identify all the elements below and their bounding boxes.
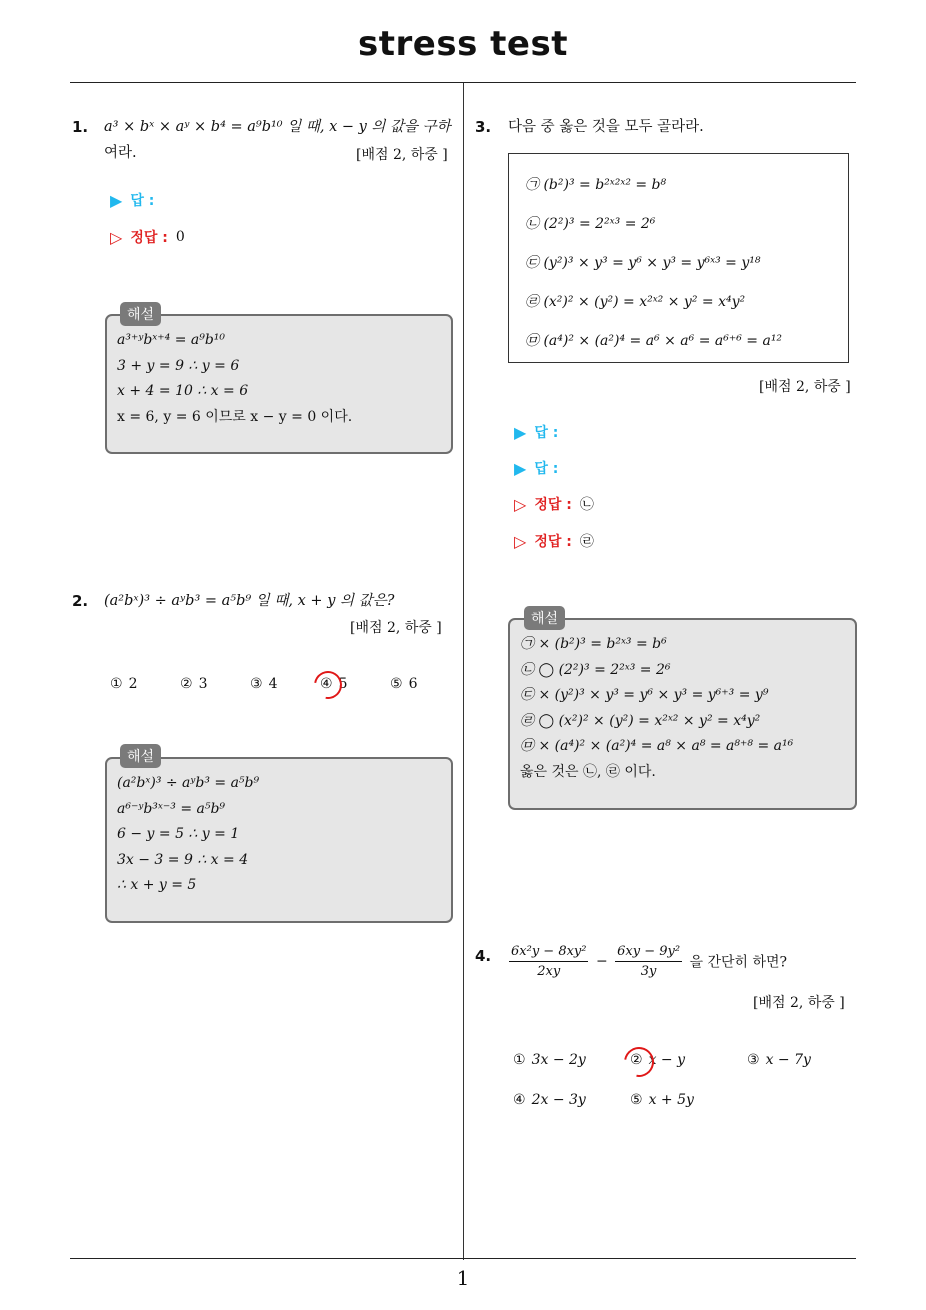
choice-value: 3 [198,676,208,692]
q1-answer-label: 답 : [130,193,155,209]
q3-correct-label: 정답 : [534,534,572,550]
q4-fraction-1 [509,944,588,979]
choice-value: 3x − 2y [531,1052,586,1068]
q4-text: 을 간단히 하면? [689,954,788,971]
q2-solution-box [105,757,453,923]
choice-mark: ② [180,676,193,692]
q2-solution-line: a⁶⁻ʸb³ˣ⁻³ = a⁵b⁹ [117,800,226,817]
q2-solution-line: (a²bˣ)³ ÷ aʸb³ = a⁵b⁹ [117,775,260,791]
play-filled-icon: ▶ [514,458,527,478]
q3-solution-line: ㉡ ◯ (2²)³ = 2²ˣ³ = 2⁶ [520,661,671,678]
q3-solution-box [508,618,857,810]
q1-correct-row [110,227,185,247]
q4-number: 4. [475,947,492,965]
q1-solution-tag: 해설 [120,302,161,326]
q1-solution-box [105,314,453,454]
q2-score: [배점 2, 하중 ] [350,620,442,636]
q4-fraction-2 [615,944,682,979]
q4-choice-1[interactable] [513,1052,586,1068]
q4-choice-5[interactable] [630,1092,694,1108]
q1-solution-line: x + 4 = 10 ∴ x = 6 [117,383,249,399]
selected-circle-icon [309,666,348,705]
q3-correct-value: ㉣ [579,534,594,550]
q1-solution-line: 3 + y = 9 ∴ y = 6 [117,357,240,374]
page-title: stress test [358,24,568,64]
q3-item: ㉢ (y²)³ × y³ = y⁶ × y³ = y⁶ˣ³ = y¹⁸ [525,255,761,271]
q1-answer-row [110,190,154,210]
q4-minus: − [595,953,608,970]
q3-correct-value: ㉡ [579,497,594,513]
play-filled-icon: ▶ [514,422,527,442]
q1-text-line1: a³ × bˣ × aʸ × b⁴ = a⁹b¹⁰ 일 때, x − y 의 값을 구하 [104,119,451,135]
q2-choice-2[interactable] [180,676,207,692]
q3-solution-line: 옳은 것은 ㉡, ㉣ 이다. [520,763,656,780]
footer-rule [70,1258,856,1259]
q3-items-box [508,153,849,363]
column-divider [463,83,464,1260]
q4-frac1-denominator: 2xy [537,964,561,979]
q3-solution-line: ㉤ × (a⁴)² × (a²)⁴ = a⁸ × a⁸ = a⁸⁺⁸ = a¹⁶ [520,738,794,754]
q2-number: 2. [72,592,89,610]
q3-answer-label: 답 : [534,461,559,477]
q2-text: (a²bˣ)³ ÷ aʸb³ = a⁵b⁹ 일 때, x + y 의 값은? [104,593,395,609]
q3-score: [배점 2, 하중 ] [759,379,851,395]
q1-solution-line: x = 6, y = 6 이므로 x − y = 0 이다. [117,408,353,425]
q4-choice-4[interactable] [513,1092,586,1108]
choice-value: 4 [268,676,278,692]
q4-choice-3[interactable] [747,1052,811,1068]
q2-solution-tag: 해설 [120,744,161,768]
q4-expression [506,944,787,979]
q1-correct-label: 정답 : [130,230,168,246]
q3-correct-row [514,494,594,514]
play-outline-icon: ▷ [514,531,527,551]
q4-score: [배점 2, 하중 ] [753,995,845,1011]
choice-value: 5 [338,676,348,692]
choice-mark: ⑤ [630,1092,643,1108]
q2-solution-line: ∴ x + y = 5 [117,877,197,893]
q2-choice-3[interactable] [250,676,277,692]
q1-number: 1. [72,118,89,136]
choice-mark: ⑤ [390,676,403,692]
selected-circle-icon [618,1041,660,1083]
choice-value: x + 5y [648,1092,694,1108]
q3-correct-label: 정답 : [534,497,572,513]
q1-text-line2: 여라. [104,145,137,161]
choice-value: 6 [408,676,418,692]
q4-frac2-denominator: 3y [640,964,657,979]
q3-answer-label: 답 : [534,425,559,441]
play-outline-icon: ▷ [110,227,123,247]
choice-mark: ① [513,1052,526,1068]
choice-mark: ② [630,1052,643,1068]
q3-text: 다음 중 옳은 것을 모두 골라라. [508,119,704,135]
q3-item: ㉤ (a⁴)² × (a²)⁴ = a⁶ × a⁶ = a⁶⁺⁶ = a¹² [525,333,783,349]
choice-mark: ③ [747,1052,760,1068]
choice-mark: ④ [320,676,333,692]
play-outline-icon: ▷ [514,494,527,514]
q3-item: ㉡ (2²)³ = 2²ˣ³ = 2⁶ [525,216,656,232]
choice-value: x − 7y [765,1052,811,1068]
q4-frac2-numerator: 6xy − 9y² [615,944,682,962]
play-filled-icon: ▶ [110,190,123,210]
q3-correct-row [514,531,594,551]
choice-mark: ① [110,676,123,692]
q4-frac1-numerator: 6x²y − 8xy² [509,944,588,962]
q3-number: 3. [475,118,492,136]
choice-mark: ③ [250,676,263,692]
q2-solution-line: 3x − 3 = 9 ∴ x = 4 [117,851,249,868]
choice-value: 2x − 3y [531,1092,586,1108]
q3-item: ㉣ (x²)² × (y²) = x²ˣ² × y² = x⁴y² [525,294,746,310]
choice-mark: ④ [513,1092,526,1108]
page-number: 1 [456,1266,470,1290]
q3-solution-line: ㉣ ◯ (x²)² × (y²) = x²ˣ² × y² = x⁴y² [520,712,761,729]
q2-choice-5[interactable] [390,676,417,692]
q3-solution-line: ㉠ × (b²)³ = b²ˣ³ = b⁶ [520,636,667,652]
q1-correct-value: 0 [175,229,185,245]
q1-solution-line: a³⁺ʸbˣ⁺⁴ = a⁹b¹⁰ [117,332,226,348]
q1-score: [배점 2, 하중 ] [356,147,448,163]
q3-solution-line: ㉢ × (y²)³ × y³ = y⁶ × y³ = y⁶⁺³ = y⁹ [520,687,769,703]
q3-item: ㉠ (b²)³ = b²ˣ²ˣ² = b⁸ [525,177,667,193]
q2-solution-line: 6 − y = 5 ∴ y = 1 [117,826,240,842]
choice-value: x − y [648,1052,685,1068]
q3-solution-tag: 해설 [524,606,565,630]
q3-answer-row [514,458,558,478]
choice-value: 2 [128,676,138,692]
q2-choice-1[interactable] [110,676,137,692]
q3-answer-row [514,422,558,442]
